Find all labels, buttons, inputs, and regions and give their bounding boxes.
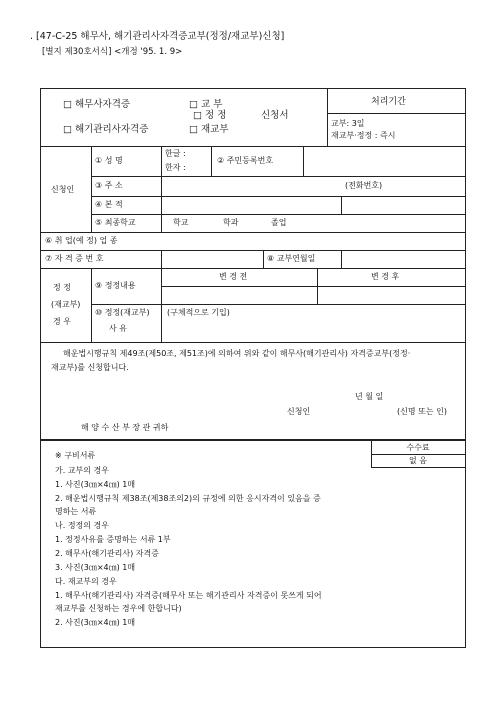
resident-number-label: ② 주민등록번호 (217, 156, 274, 165)
correction-side-1: 정 정 (53, 283, 71, 292)
phone-label: (전화번호) (345, 181, 383, 190)
signature-hint: (신명 또는 인) (397, 407, 447, 416)
option-reissue[interactable]: □ 재교부 (189, 124, 229, 135)
doc-line: 2. 해운법시행규칙 제38조(제38조의2)의 규정에 의한 응시자격이 있음을 증 (55, 494, 321, 503)
correction-side-3: 경 우 (53, 317, 71, 326)
form-title: . [47-C-25 해무사, 해기관리사자격증교부(정정/재교부)신청] (30, 31, 285, 42)
graduation-unit: 졸업 (271, 218, 287, 227)
cert-number-label: ⑦ 자 격 증 번 호 (45, 254, 104, 263)
option-correction[interactable]: □ 정 정 (193, 110, 227, 121)
reason-label-2: 사 유 (109, 324, 127, 333)
doc-line: 3. 사진(3㎝×4㎝) 1매 (55, 563, 136, 572)
doc-line: 명하는 서류 (55, 507, 97, 516)
applicant-label: 신청인 (51, 185, 75, 194)
documents-frame (40, 440, 466, 648)
issue-date-label: ⑧ 교부연월일 (267, 254, 316, 263)
school-label: ⑤ 최종학교 (95, 218, 136, 227)
doc-line: 재교부를 신청하는 경우에 한합니다) (55, 604, 182, 613)
doc-line: 다. 재교부의 경우 (55, 577, 117, 586)
reason-label-1: ⑩ 정정(재교부) (95, 308, 150, 317)
option-marine-manager-cert[interactable]: □ 해기관리사자격증 (63, 124, 149, 135)
addressee: 해 양 수 산 부 장 관 귀하 (81, 423, 169, 432)
domicile-label: ④ 본 적 (95, 200, 123, 209)
doc-line: 1. 사진(3㎝×4㎝) 1매 (55, 480, 136, 489)
job-label: ⑥ 취 업(예 정) 업 종 (45, 236, 118, 245)
name-hanja-label: 한자 : (165, 163, 186, 172)
application-label: 신청서 (261, 110, 289, 121)
fee-heading: 수수료 (406, 443, 430, 452)
doc-line: 가. 교부의 경우 (55, 466, 109, 475)
name-label: ① 성 명 (95, 156, 123, 165)
address-label: ③ 주 소 (95, 181, 123, 190)
processing-period-heading: 처리기간 (371, 97, 406, 107)
correction-content-label: ⑨ 정정내용 (95, 281, 136, 290)
after-change-heading: 변 경 후 (371, 272, 400, 281)
processing-period-issue: 교부: 3일 (331, 119, 365, 128)
declaration-line-2: 재교부)를 신청합니다. (51, 363, 129, 372)
doc-line: 1. 해무사(해기관리사) 자격증(해무사 또는 해기관리사 자격증이 못쓰게 되어 (55, 591, 322, 600)
before-change-heading: 변 경 전 (219, 272, 248, 281)
doc-line: ※ 구비서류 (55, 451, 96, 460)
processing-period-other: 재교부·정정 : 즉시 (331, 131, 396, 140)
school-unit: 학교 (173, 218, 189, 227)
option-mariner-cert[interactable]: □ 해무사자격증 (63, 99, 131, 110)
reason-hint: (구체적으로 기입) (167, 308, 230, 317)
dept-unit: 학과 (223, 218, 239, 227)
name-hangul-label: 한글 : (165, 149, 186, 158)
signature-date: 년 월 일 (355, 392, 384, 401)
form-frame (40, 88, 466, 440)
doc-line: 나. 정정의 경우 (55, 521, 109, 530)
doc-line: 2. 사진(3㎝×4㎝) 1매 (55, 618, 136, 627)
declaration-line-1: 해운법시행규칙 제49조(제50조, 제51조)에 의하여 위와 같이 해무사(해기관리사) 자격증교부(정정· (63, 349, 411, 358)
doc-line: 1. 정정사유를 증명하는 서류 1부 (55, 535, 171, 544)
option-issue[interactable]: □ 교 부 (189, 99, 223, 110)
form-subtitle: [별지 제30호서식] <개정 '95. 1. 9> (42, 47, 183, 57)
fee-value: 없 음 (409, 456, 427, 465)
doc-line: 2. 해무사(해기관리사) 자격증 (55, 549, 159, 558)
signature-applicant: 신청인 (287, 407, 311, 416)
correction-side-2: (재교부) (51, 300, 81, 309)
